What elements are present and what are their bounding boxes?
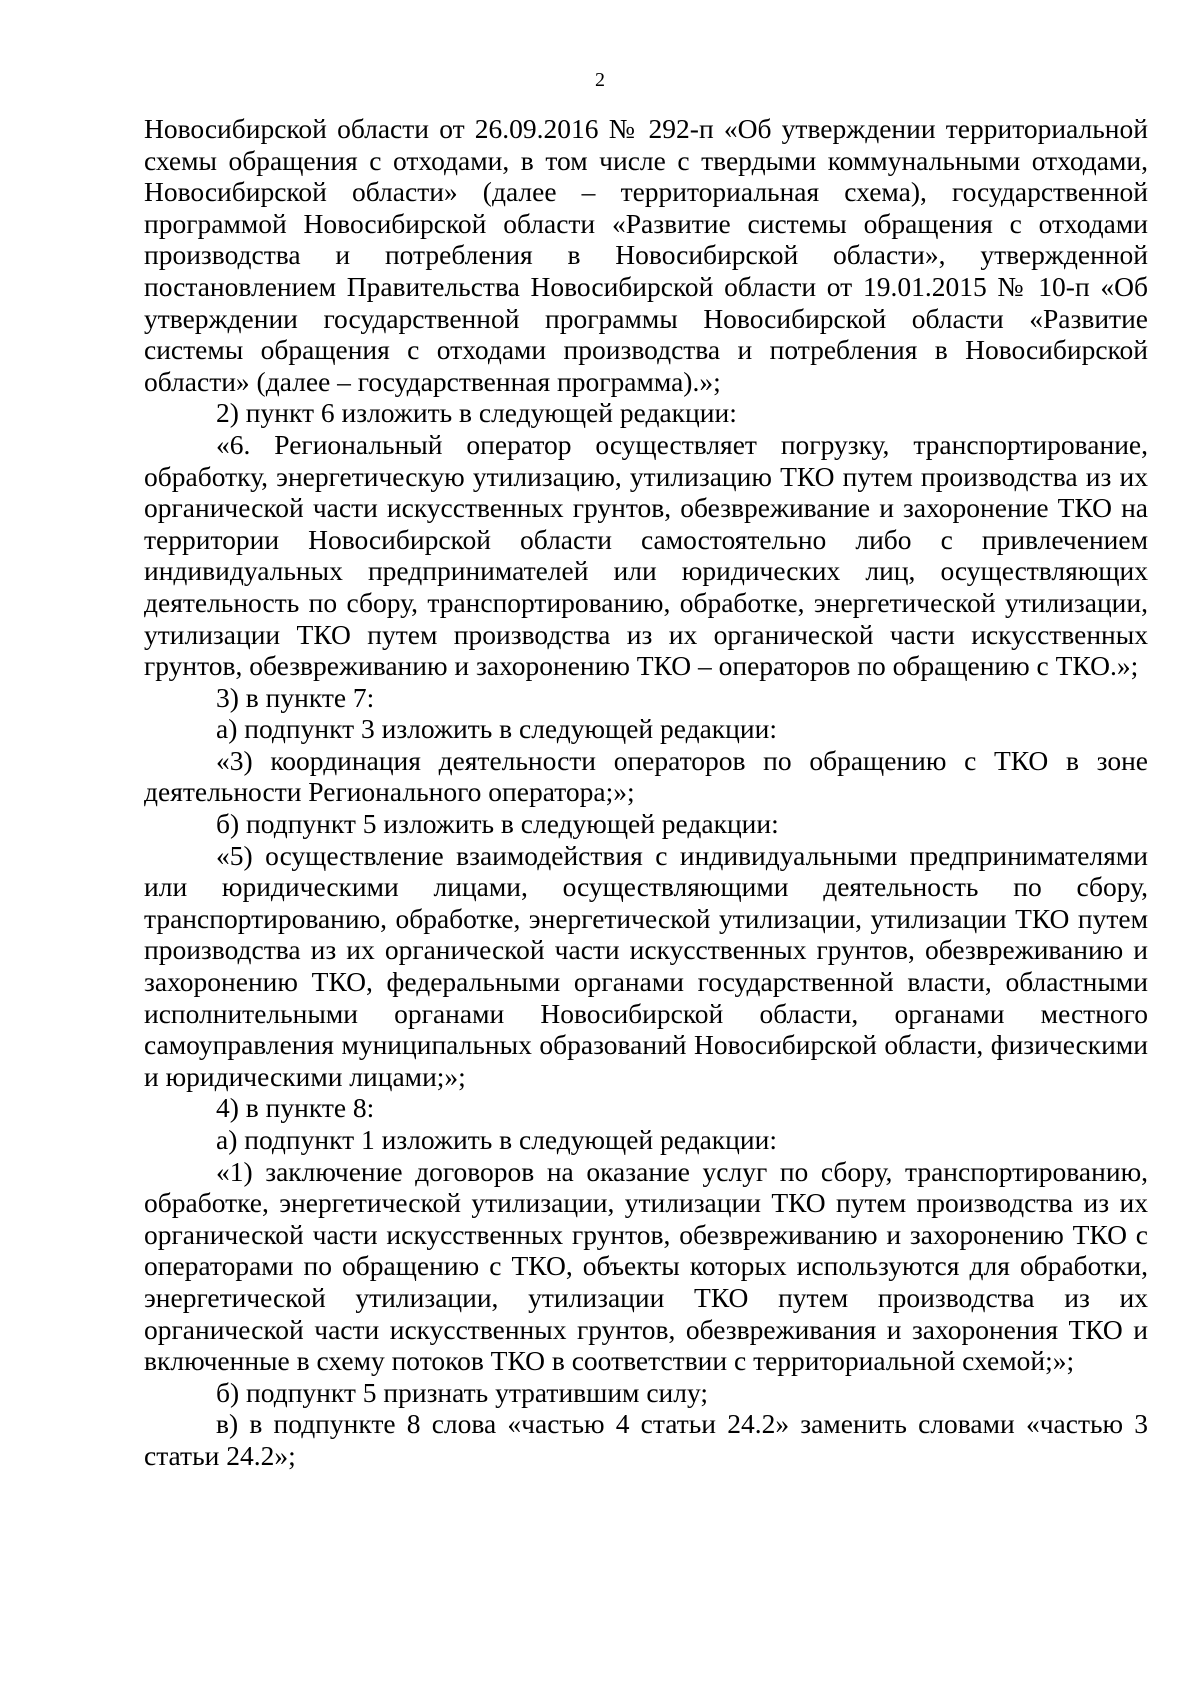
page-number: 2	[595, 69, 605, 91]
paragraph-item-6-text: «6. Региональный оператор осуществляет погрузку, транспортирование, обработку, энергетическую утилизацию, утилизацию ТКО путем производства из их органической части искусственных грунтов, обезвреживание и захоронение ТКО на территории Новосибирской области самостоятельно либо с привлечением индивидуальных предпринимателей или юридических лиц, осуществляющих деятельность по сбору, транспортированию, обработке, энергетической утилизации, утилизации ТКО путем производства из их органической части искусственных грунтов, обезвреживанию и захоронению ТКО – операторов по обращению с ТКО.»;	[144, 428, 1148, 682]
paragraph-subitem-3-text: «3) координация деятельности операторов по обращению с ТКО в зоне деятельности Регионального оператора;»;	[144, 744, 1148, 808]
paragraph-item-4: 4) в пункте 8:	[216, 1092, 375, 1124]
paragraph-subitem-5-text: «5) осуществление взаимодействия с индивидуальными предпринимателями или юридическими лицами, осуществляющими деятельность по сбору, транспортированию, обработке, энергетической утилизации, утилизации ТКО путем производства из их органической части искусственных грунтов, обезвреживанию и захоронению ТКО, федеральными органами государственной власти, областными исполнительными органами Новосибирской области, органами местного самоуправления муниципальных образований Новосибирской области, физическими и юридическими лицами;»;	[144, 839, 1148, 1092]
paragraph-subitem-v: в) в подпункте 8 слова «частью 4 статьи 24.2» заменить словами «частью 3 статьи 24.2»;	[144, 1408, 1148, 1471]
paragraph-subitem-a: а) подпункт 3 изложить в следующей редакции:	[216, 713, 777, 745]
paragraph-subitem-a-2: а) подпункт 1 изложить в следующей редакции:	[216, 1124, 777, 1155]
paragraph-item-3: 3) в пункте 7:	[216, 681, 375, 713]
paragraph-subitem-b-2: б) подпункт 5 признать утратившим силу;	[216, 1376, 708, 1408]
paragraph-subitem-1-text: «1) заключение договоров на оказание услуг по сбору, транспортированию, обработке, энергетической утилизации, утилизации ТКО путем производства из их органической части искусственных грунтов, обезвреживанию и захоронению ТКО с операторами по обращению с ТКО, объекты которых используются для обработки, энергетической утилизации, утилизации ТКО путем производства из их органической части искусственных грунтов, обезвреживания и захоронения ТКО и включенные в схему потоков ТКО в соответствии с территориальной схемой;»;	[144, 1155, 1148, 1377]
paragraph-subitem-b: б) подпункт 5 изложить в следующей редакции:	[216, 808, 779, 840]
paragraph-continuation: Новосибирской области от 26.09.2016 № 292-п «Об утверждении территориальной схемы обращения с отходами, в том числе с твердыми коммунальными отходами, Новосибирской области» (далее – территориальная схема), государственной программой Новосибирской области «Развитие системы обращения с отходами производства и потребления в Новосибирской области», утвержденной постановлением Правительства Новосибирской области от 19.01.2015 № 10-п «Об утверждении государственной программы Новосибирской области «Развитие системы обращения с отходами производства и потребления в Новосибирской области» (далее – государственная программа).»;	[144, 113, 1148, 397]
document-body	[144, 113, 1148, 1472]
paragraph-item-2: 2) пункт 6 изложить в следующей редакции:	[216, 397, 737, 429]
